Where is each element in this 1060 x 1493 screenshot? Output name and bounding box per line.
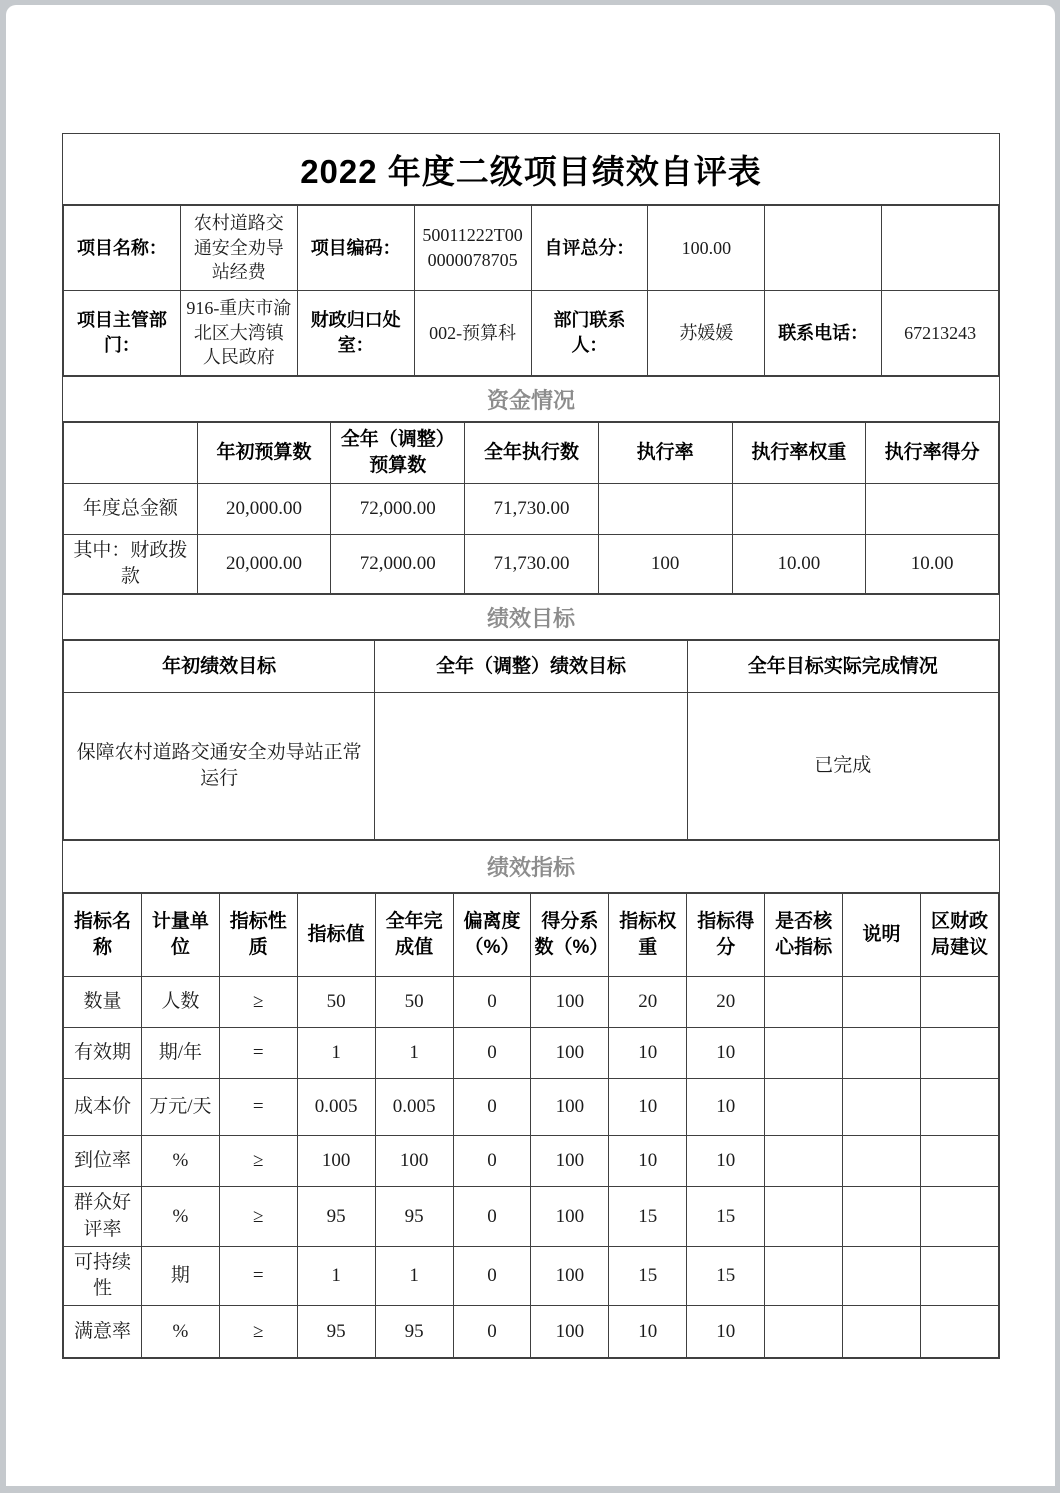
column-header	[64, 423, 198, 484]
data-cell: 10	[687, 1079, 765, 1136]
data-cell: 10	[609, 1028, 687, 1079]
column-header: 全年（调整）绩效目标	[375, 641, 687, 693]
table-row	[64, 1028, 999, 1079]
column-header: 指标性质	[219, 894, 297, 977]
column-header: 偏离度（%）	[453, 894, 531, 977]
data-cell	[921, 1136, 999, 1187]
phone-label: 联系电话：	[765, 291, 882, 376]
data-cell: 10	[609, 1079, 687, 1136]
data-cell: 100	[531, 1079, 609, 1136]
data-cell	[765, 1136, 843, 1187]
table-row	[64, 1079, 999, 1136]
data-cell: 1	[297, 1246, 375, 1305]
data-cell: 15	[687, 1246, 765, 1305]
table-row	[64, 1246, 999, 1305]
table-header-row	[64, 641, 999, 693]
data-cell: 0	[453, 1028, 531, 1079]
column-header: 得分系数（%）	[531, 894, 609, 977]
data-cell: 10	[687, 1028, 765, 1079]
data-cell: 0.005	[375, 1079, 453, 1136]
empty-cell	[765, 206, 882, 291]
finance-office-value: 002-预算科	[414, 291, 531, 376]
table-header-row	[64, 423, 999, 484]
data-cell: 20,000.00	[197, 484, 331, 535]
column-header: 指标权重	[609, 894, 687, 977]
data-cell: 100	[531, 1246, 609, 1305]
data-cell: 100	[375, 1136, 453, 1187]
column-header: 执行率权重	[732, 423, 866, 484]
table-row	[64, 1187, 999, 1246]
data-cell	[765, 1028, 843, 1079]
data-cell: 1	[375, 1028, 453, 1079]
empty-cell	[882, 206, 999, 291]
table-row	[64, 693, 999, 840]
column-header: 是否核心指标	[765, 894, 843, 977]
data-cell: =	[219, 1079, 297, 1136]
data-cell	[843, 1079, 921, 1136]
data-cell: ≥	[219, 977, 297, 1028]
data-cell: 10.00	[732, 535, 866, 594]
row-label: 有效期	[64, 1028, 142, 1079]
row-label: 群众好评率	[64, 1187, 142, 1246]
row-label: 可持续性	[64, 1246, 142, 1305]
data-cell: 50	[297, 977, 375, 1028]
self-score-label: 自评总分：	[531, 206, 648, 291]
indicators-table	[63, 893, 999, 1358]
data-cell: 95	[375, 1306, 453, 1358]
data-cell: 20	[609, 977, 687, 1028]
row-label: 年度总金额	[64, 484, 198, 535]
evaluation-form	[62, 133, 1000, 1359]
data-cell: 10	[609, 1306, 687, 1358]
data-cell: 20	[687, 977, 765, 1028]
project-name-label: 项目名称：	[64, 206, 181, 291]
data-cell: 0	[453, 1306, 531, 1358]
column-header: 指标得分	[687, 894, 765, 977]
table-row	[64, 206, 999, 291]
data-cell: ≥	[219, 1187, 297, 1246]
data-cell	[866, 484, 999, 535]
data-cell	[921, 977, 999, 1028]
data-cell: 71,730.00	[465, 484, 599, 535]
table-header-row	[64, 894, 999, 977]
row-label: 到位率	[64, 1136, 142, 1187]
data-cell: 20,000.00	[197, 535, 331, 594]
data-cell: 0	[453, 977, 531, 1028]
data-cell	[598, 484, 732, 535]
data-cell: 15	[609, 1187, 687, 1246]
data-cell	[843, 1136, 921, 1187]
contact-person-label: 部门联系人：	[531, 291, 648, 376]
section-title-funding: 资金情况	[63, 376, 999, 422]
data-cell	[921, 1187, 999, 1246]
data-cell: 10.00	[866, 535, 999, 594]
data-cell	[843, 1187, 921, 1246]
initial-goal-value: 保障农村道路交通安全劝导站正常运行	[64, 693, 375, 840]
row-label: 满意率	[64, 1306, 142, 1358]
column-header: 年初预算数	[197, 423, 331, 484]
goals-table	[63, 640, 999, 840]
column-header: 执行率得分	[866, 423, 999, 484]
data-cell: 100	[531, 1187, 609, 1246]
data-cell: 100	[531, 1028, 609, 1079]
data-cell: =	[219, 1246, 297, 1305]
column-header: 年初绩效目标	[64, 641, 375, 693]
data-cell: 0.005	[297, 1079, 375, 1136]
data-cell: 15	[609, 1246, 687, 1305]
data-cell: 1	[297, 1028, 375, 1079]
data-cell: 95	[297, 1306, 375, 1358]
column-header: 指标值	[297, 894, 375, 977]
data-cell: 10	[687, 1306, 765, 1358]
column-header: 指标名称	[64, 894, 142, 977]
data-cell: 1	[375, 1246, 453, 1305]
data-cell: 期	[141, 1246, 219, 1305]
project-name-value: 农村道路交通安全劝导站经费	[180, 206, 297, 291]
data-cell: 95	[297, 1187, 375, 1246]
data-cell	[921, 1246, 999, 1305]
column-header: 执行率	[598, 423, 732, 484]
data-cell	[843, 977, 921, 1028]
row-label: 成本价	[64, 1079, 142, 1136]
data-cell	[921, 1079, 999, 1136]
data-cell: 人数	[141, 977, 219, 1028]
table-row	[64, 1136, 999, 1187]
data-cell: %	[141, 1136, 219, 1187]
data-cell	[765, 1246, 843, 1305]
data-cell	[765, 1079, 843, 1136]
row-label: 其中：财政拨款	[64, 535, 198, 594]
data-cell	[921, 1306, 999, 1358]
competent-dept-label: 项目主管部门：	[64, 291, 181, 376]
data-cell	[765, 1306, 843, 1358]
data-cell: =	[219, 1028, 297, 1079]
finance-office-label: 财政归口处室：	[297, 291, 414, 376]
self-score-value: 100.00	[648, 206, 765, 291]
table-row	[64, 535, 999, 594]
adjusted-goal-value	[375, 693, 687, 840]
data-cell	[765, 977, 843, 1028]
section-title-indicators: 绩效指标	[63, 840, 999, 893]
data-cell: 万元/天	[141, 1079, 219, 1136]
data-cell	[732, 484, 866, 535]
data-cell	[843, 1306, 921, 1358]
data-cell: 100	[531, 1306, 609, 1358]
data-cell: 0	[453, 1079, 531, 1136]
data-cell: 期/年	[141, 1028, 219, 1079]
project-code-label: 项目编码：	[297, 206, 414, 291]
data-cell: ≥	[219, 1306, 297, 1358]
document-page	[6, 5, 1055, 1486]
data-cell: 100	[531, 1136, 609, 1187]
section-title-goals: 绩效目标	[63, 594, 999, 640]
phone-value: 67213243	[882, 291, 999, 376]
data-cell: 0	[453, 1246, 531, 1305]
table-row	[64, 1306, 999, 1358]
table-row	[64, 291, 999, 376]
data-cell: 10	[687, 1136, 765, 1187]
funding-table	[63, 422, 999, 594]
data-cell: 50	[375, 977, 453, 1028]
column-header: 全年执行数	[465, 423, 599, 484]
column-header: 全年目标实际完成情况	[687, 641, 998, 693]
data-cell: 0	[453, 1136, 531, 1187]
data-cell: 100	[598, 535, 732, 594]
data-cell: 95	[375, 1187, 453, 1246]
data-cell: %	[141, 1306, 219, 1358]
data-cell: 100	[297, 1136, 375, 1187]
column-header: 全年（调整）预算数	[331, 423, 465, 484]
data-cell	[843, 1028, 921, 1079]
data-cell: 72,000.00	[331, 535, 465, 594]
data-cell	[843, 1246, 921, 1305]
contact-person-value: 苏媛媛	[648, 291, 765, 376]
data-cell: 71,730.00	[465, 535, 599, 594]
data-cell: 100	[531, 977, 609, 1028]
data-cell: %	[141, 1187, 219, 1246]
data-cell	[765, 1187, 843, 1246]
completion-status-value: 已完成	[687, 693, 998, 840]
project-code-value: 50011222T000000078705	[414, 206, 531, 291]
column-header: 计量单位	[141, 894, 219, 977]
competent-dept-value: 916-重庆市渝北区大湾镇人民政府	[180, 291, 297, 376]
row-label: 数量	[64, 977, 142, 1028]
project-info-table	[63, 205, 999, 376]
data-cell	[921, 1028, 999, 1079]
column-header: 全年完成值	[375, 894, 453, 977]
data-cell: 15	[687, 1187, 765, 1246]
column-header: 说明	[843, 894, 921, 977]
table-row	[64, 484, 999, 535]
column-header: 区财政局建议	[921, 894, 999, 977]
page-title: 2022 年度二级项目绩效自评表	[63, 134, 999, 205]
data-cell: ≥	[219, 1136, 297, 1187]
data-cell: 0	[453, 1187, 531, 1246]
data-cell: 10	[609, 1136, 687, 1187]
table-row	[64, 977, 999, 1028]
data-cell: 72,000.00	[331, 484, 465, 535]
